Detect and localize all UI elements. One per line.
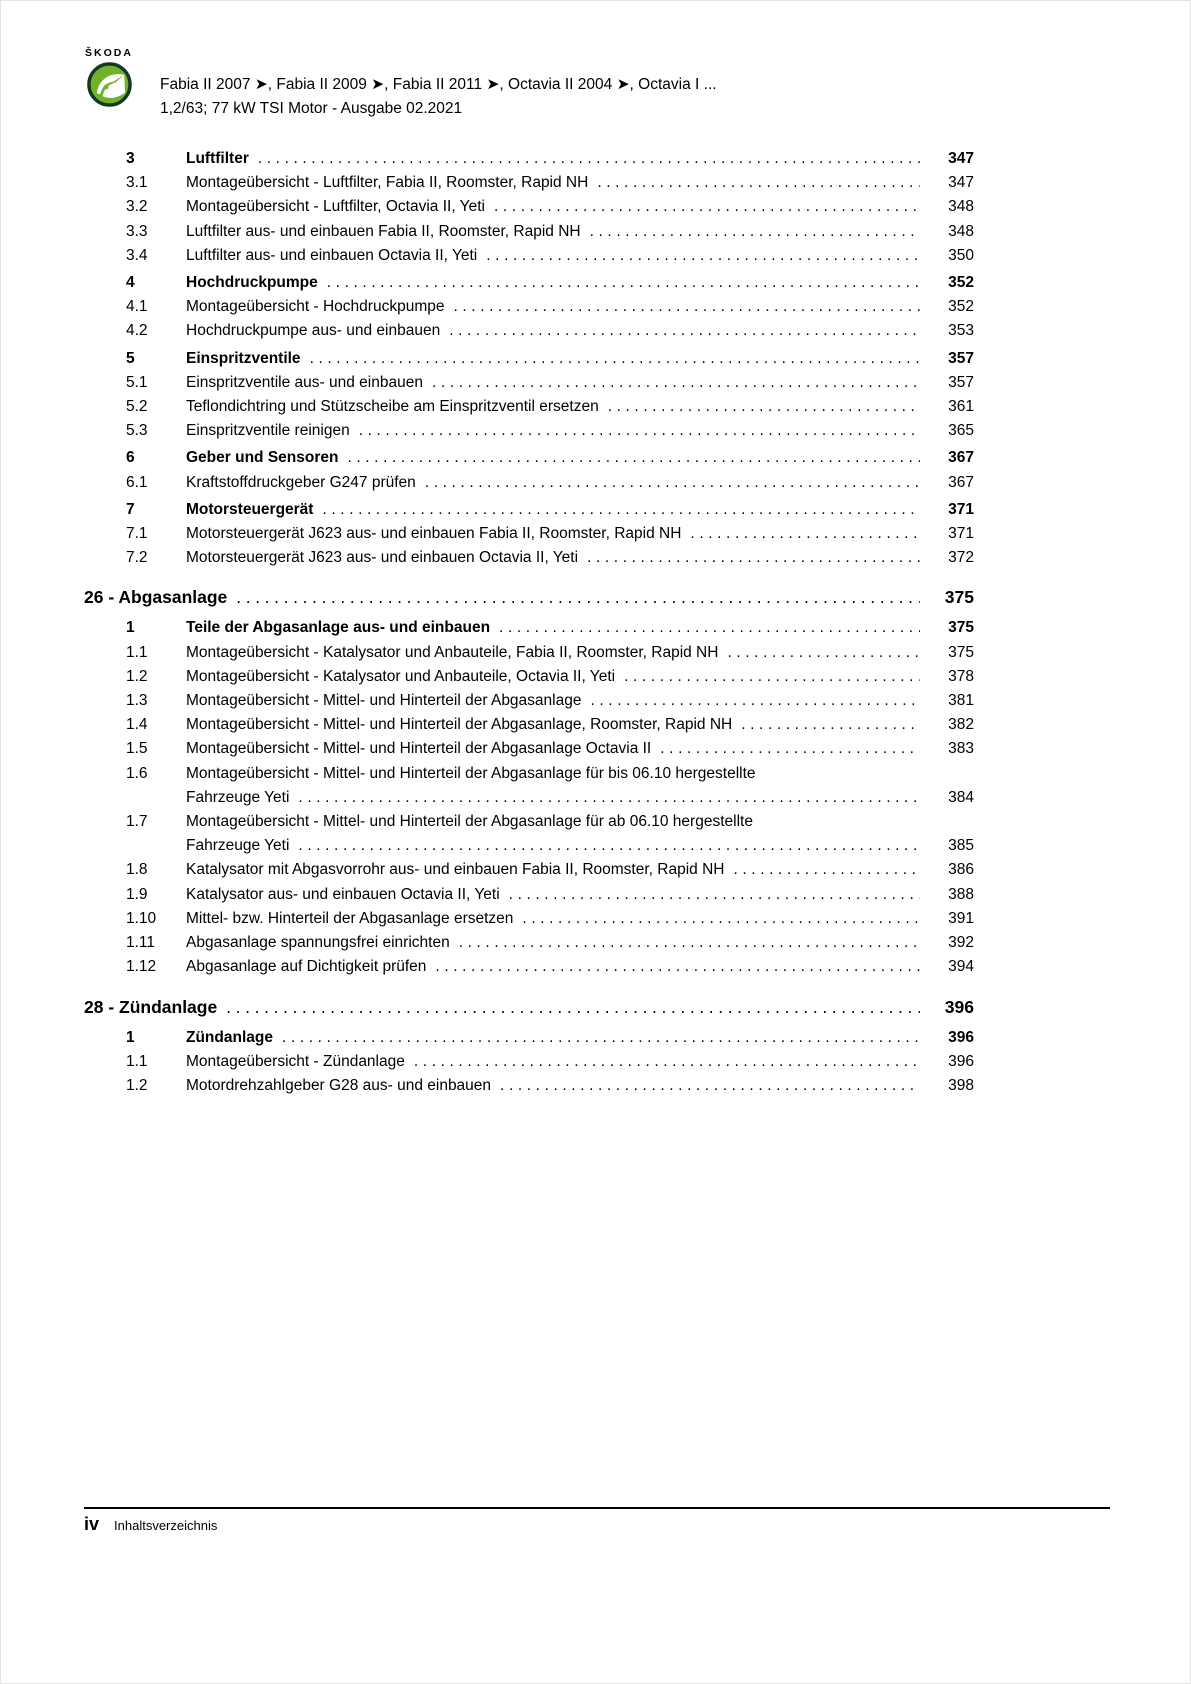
entry-number: 1.2 [126,1076,148,1094]
entry-number: 1.3 [126,692,148,710]
page-number: 365 [948,422,974,440]
dot-leader [359,419,920,443]
entry-title: Montageübersicht - Hochdruckpumpe [186,298,445,316]
dot-leader [310,347,920,371]
dot-leader [624,665,920,689]
page-number: 391 [948,909,974,927]
entry-title: Montageübersicht - Luftfilter, Octavia II, Yeti [186,198,485,216]
page-number: 385 [948,837,974,855]
entry-number: 3.1 [126,174,148,192]
entry-line2 [186,834,974,858]
page-number: 386 [948,861,974,879]
entry-number: 1.2 [126,667,148,685]
entry-number: 5.3 [126,422,148,440]
dot-leader [298,786,920,810]
dot-leader [660,737,920,761]
entry-number: 7 [126,500,135,518]
page-number: 396 [948,1052,974,1070]
entry-number: 1.6 [126,764,148,782]
dot-leader [499,616,920,640]
toc-row [84,195,974,219]
entry-title: Kraftstoffdruckgeber G247 prüfen [186,473,416,491]
entry-title: Geber und Sensoren [186,449,339,467]
entry-title: Montageübersicht - Mittel- und Hinterteil der Abgasanlage für bis 06.10 hergestellte [186,764,756,782]
brand-block [84,47,134,108]
toc-row [84,883,974,907]
page-number: 388 [948,885,974,903]
dot-leader [258,147,920,171]
page-number: 357 [948,373,974,391]
page-number: 348 [948,198,974,216]
page-number: 375 [944,587,974,608]
toc-row [84,1050,974,1074]
page-number: 352 [948,274,974,292]
toc-row [84,471,974,495]
entry-title: Montageübersicht - Katalysator und Anbauteile, Fabia II, Roomster, Rapid NH [186,643,719,661]
page-number: 394 [948,958,974,976]
entry-number: 1.9 [126,885,148,903]
entry-title: Montageübersicht - Mittel- und Hinterteil der Abgasanlage für ab 06.10 hergestellte [186,813,753,831]
page-number: 347 [948,174,974,192]
page-number: 347 [948,150,974,167]
entry-number: 1 [126,619,135,637]
page-number: 371 [948,500,974,518]
page-number: 361 [948,398,974,416]
toc-row [84,713,974,737]
dot-leader [509,883,920,907]
entry-title: Einspritzventile aus- und einbauen [186,373,423,391]
page-number: 396 [948,1028,974,1046]
page-footer [84,1507,1110,1535]
page-number: 352 [948,298,974,316]
page-number: 396 [944,996,974,1017]
toc-row [84,295,974,319]
skoda-logo [86,61,133,108]
toc-row [84,641,974,665]
entry-title: Montageübersicht - Zündanlage [186,1052,405,1070]
dot-leader [690,522,920,546]
dot-leader [522,907,920,931]
page-number: 375 [948,619,974,637]
toc-row [84,1026,974,1050]
dot-leader [486,244,920,268]
toc-row [84,762,974,810]
entry-number: 5.2 [126,398,148,416]
toc-row [84,147,974,171]
dot-leader [590,689,920,713]
dot-leader [494,195,920,219]
footer-title: Inhaltsverzeichnis [114,1518,218,1533]
entry-number: 4 [126,274,135,292]
entry-number: 1.4 [126,716,148,734]
entry-body [186,810,974,858]
entry-title: Montageübersicht - Luftfilter, Fabia II, Roomster, Rapid NH [186,174,589,192]
chapter-label: 28 - Zündanlage [84,996,218,1017]
page-number: 375 [948,643,974,661]
skoda-wordmark: ŠKODA [85,47,133,59]
entry-title: Katalysator mit Abgasvorrohr aus- und einbauen Fabia II, Roomster, Rapid NH [186,861,725,879]
dot-leader [608,395,920,419]
dot-leader [597,171,920,195]
entry-number: 1.1 [126,1052,148,1070]
toc-row [84,955,974,979]
entry-title: Luftfilter [186,150,249,167]
dot-leader [449,319,920,343]
toc-row [84,419,974,443]
footer-page-label: iv [84,1514,100,1534]
toc-row [84,395,974,419]
entry-number: 1.12 [126,958,157,976]
entry-number: 3.2 [126,198,148,216]
toc-row [84,371,974,395]
entry-number: 1.11 [126,934,156,952]
entry-line2 [186,786,974,810]
entry-title-continuation: Fahrzeuge Yeti [186,837,290,855]
entry-title: Luftfilter aus- und einbauen Octavia II, Yeti [186,246,478,264]
entry-title: Katalysator aus- und einbauen Octavia II, Yeti [186,885,500,903]
page-number: 384 [948,788,974,806]
toc-row [84,1074,974,1098]
entry-title: Montageübersicht - Katalysator und Anbauteile, Octavia II, Yeti [186,667,616,685]
toc-row [84,810,974,858]
entry-number: 6.1 [126,473,148,491]
entry-title: Zündanlage [186,1028,273,1046]
toc-row [84,584,974,610]
entry-title: Mittel- bzw. Hinterteil der Abgasanlage ersetzen [186,909,514,927]
dot-leader [453,295,920,319]
entry-title: Luftfilter aus- und einbauen Fabia II, Roomster, Rapid NH [186,222,581,240]
dot-leader [282,1026,920,1050]
entry-number: 3 [126,150,135,167]
dot-leader [414,1050,920,1074]
toc-list [84,147,974,1098]
toc-row [84,994,974,1020]
entry-number: 1.7 [126,813,148,831]
toc-row [84,931,974,955]
entry-title: Motorsteuergerät [186,500,314,518]
page-header [84,47,1109,121]
toc-row [84,737,974,761]
page-number: 383 [948,740,974,758]
entry-title: Hochdruckpumpe aus- und einbauen [186,322,441,340]
page-number: 378 [948,667,974,685]
entry-title: Montageübersicht - Mittel- und Hinterteil der Abgasanlage Octavia II [186,740,652,758]
entry-number: 6 [126,449,135,467]
entry-number: 7.2 [126,549,148,567]
header-text [160,47,717,121]
dot-leader [435,955,920,979]
page-number: 357 [948,349,974,367]
dot-leader [459,931,920,955]
entry-title: Teile der Abgasanlage aus- und einbauen [186,619,491,637]
page-number: 392 [948,934,974,952]
entry-title: Abgasanlage spannungsfrei einrichten [186,934,450,952]
page-number: 350 [948,246,974,264]
footer-rule [84,1507,1110,1509]
toc-row [84,858,974,882]
page-number: 372 [948,549,974,567]
entry-number: 7.1 [126,525,148,543]
page-number: 371 [948,525,974,543]
toc-row [84,616,974,640]
toc-row [84,689,974,713]
page-number: 367 [948,449,974,467]
dot-leader [727,641,920,665]
entry-number: 1.5 [126,740,148,758]
toc-row [84,171,974,195]
dot-leader [590,220,920,244]
toc-row [84,907,974,931]
chapter-label: 26 - Abgasanlage [84,587,228,608]
dot-leader [327,271,920,295]
entry-number: 3.4 [126,246,148,264]
entry-title: Einspritzventile [186,349,301,367]
dot-leader [432,371,920,395]
dot-leader [733,858,920,882]
entry-number: 3.3 [126,222,148,240]
dot-leader [322,498,920,522]
toc-row [84,347,974,371]
footer-row [84,1514,1110,1535]
toc-row [84,319,974,343]
dot-leader [347,446,920,470]
dot-leader [500,1074,920,1098]
entry-body [186,762,974,810]
page-number: 367 [948,473,974,491]
page-number: 353 [948,322,974,340]
entry-title: Motordrehzahlgeber G28 aus- und einbauen [186,1076,492,1094]
toc-row [84,498,974,522]
dot-leader [741,713,920,737]
page-number: 348 [948,222,974,240]
entry-title: Hochdruckpumpe [186,274,318,292]
dot-leader [425,471,920,495]
entry-number: 1.1 [126,643,148,661]
entry-title: Abgasanlage auf Dichtigkeit prüfen [186,958,427,976]
toc-row [84,244,974,268]
entry-title: Einspritzventile reinigen [186,422,350,440]
entry-title: Teflondichtring und Stützscheibe am Einspritzventil ersetzen [186,398,599,416]
page-number: 381 [948,692,974,710]
entry-number: 1.10 [126,909,157,927]
toc-row [84,665,974,689]
entry-title: Motorsteuergerät J623 aus- und einbauen Octavia II, Yeti [186,549,579,567]
entry-title-continuation: Fahrzeuge Yeti [186,788,290,806]
dot-leader [226,994,920,1020]
toc-row [84,446,974,470]
header-models-line: Fabia II 2007 ➤, Fabia II 2009 ➤, Fabia II 2011 ➤, Octavia II 2004 ➤, Octavia I ... [160,76,717,93]
dot-leader [587,546,920,570]
page-number: 398 [948,1076,974,1094]
entry-number: 4.2 [126,322,148,340]
entry-title: Montageübersicht - Mittel- und Hinterteil der Abgasanlage, Roomster, Rapid NH [186,716,733,734]
dot-leader [298,834,920,858]
entry-number: 5.1 [126,373,148,391]
entry-number: 4.1 [126,298,148,316]
entry-number: 1 [126,1028,135,1046]
entry-number: 1.8 [126,861,148,879]
entry-title: Motorsteuergerät J623 aus- und einbauen Fabia II, Roomster, Rapid NH [186,525,682,543]
toc-row [84,546,974,570]
toc-row [84,220,974,244]
entry-title: Montageübersicht - Mittel- und Hinterteil der Abgasanlage [186,692,582,710]
header-engine-line: 1,2/63; 77 kW TSI Motor - Ausgabe 02.2021 [160,100,463,117]
dot-leader [236,584,920,610]
page-number: 382 [948,716,974,734]
entry-number: 5 [126,349,135,367]
toc-row [84,522,974,546]
toc-row [84,271,974,295]
